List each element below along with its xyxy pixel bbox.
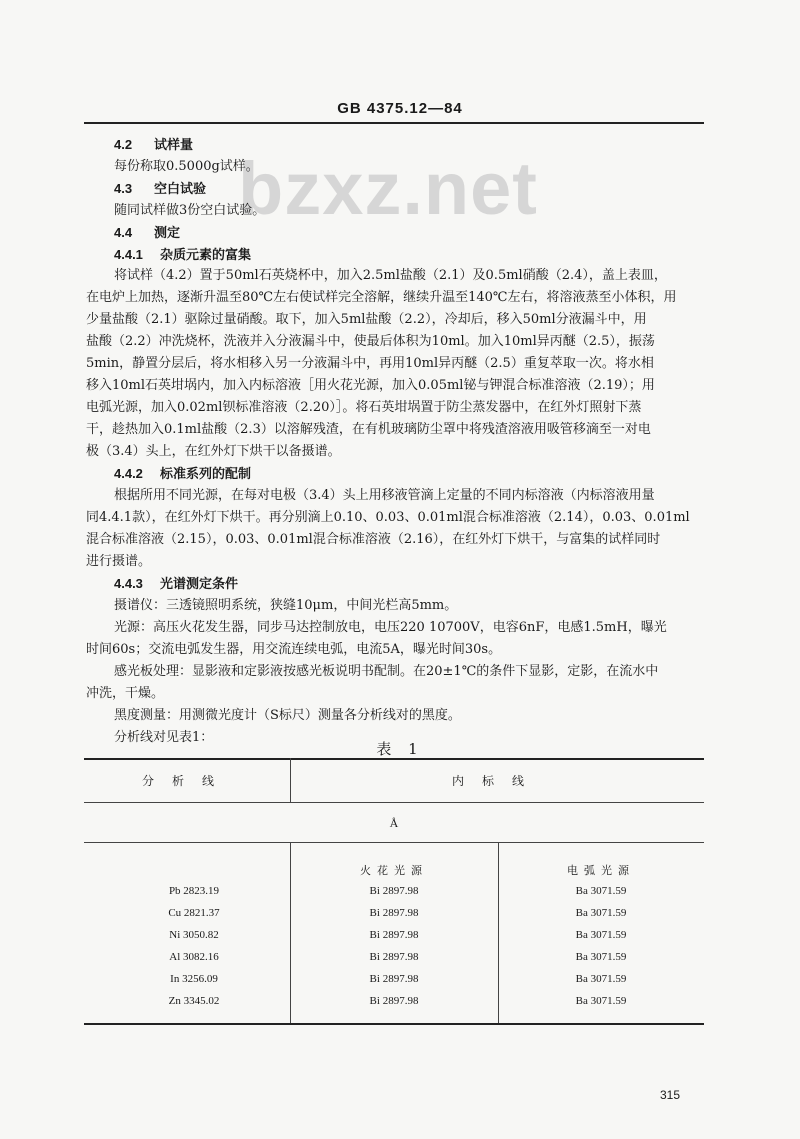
section-4-4-heading [114, 224, 180, 243]
table-cell: Bi 2897.98 [369, 973, 419, 985]
table-cell: Cu 2821.37 [168, 907, 220, 919]
table-cell: Zn 3345.02 [168, 995, 220, 1007]
paragraph-line: 电弧光源，加入0.02ml钡标准溶液（2.20）］。将石英坩埚置于防尘蒸发器中，在红外灯照射下蒸 [86, 400, 642, 415]
table-cell: Al 3082.16 [169, 951, 219, 963]
paragraph-line: 每份称取0.5000g试样。 [114, 159, 259, 174]
table-cell: Ba 3071.59 [575, 951, 627, 963]
paragraph-line: 时间60s；交流电弧发生器，用交流连续电弧，电流5A，曝光时间30s。 [86, 642, 502, 657]
paragraph-line: 少量盐酸（2.1）驱除过量硝酸。取下，加入5ml盐酸（2.2），冷却后，移入50ml分液漏斗中，用 [86, 312, 647, 327]
subheader-spark-source: 火花光源 [360, 864, 428, 877]
table-cell: Ba 3071.59 [575, 885, 627, 897]
table-bottom-rule [84, 1023, 704, 1025]
section-4-4-3-heading [114, 575, 238, 594]
paragraph-line: 将试样（4.2）置于50ml石英烧杯中，加入2.5ml盐酸（2.1）及0.5ml硝酸（2.4），盖上表皿， [114, 268, 667, 283]
section-number: 4.4 [114, 225, 133, 240]
paragraph-line: 同4.4.1款），在红外灯下烘干。再分别滴上0.10、0.03、0.01ml混合标准溶液（2.14），0.03、0.01ml [86, 510, 690, 525]
section-number: 4.2 [114, 137, 133, 152]
section-4-4-1-heading [114, 246, 251, 265]
table-caption: 表 1 [376, 740, 424, 758]
paragraph-line: 移入10ml石英坩埚内，加入内标溶液［用火花光源，加入0.05ml铋与钾混合标准溶液（2.19）；用 [86, 378, 655, 393]
table-unit-rule [84, 842, 704, 843]
section-4-3-heading [114, 180, 206, 199]
table-cell: Bi 2897.98 [369, 951, 419, 963]
paragraph-line: 5min，静置分层后，将水相移入另一分液漏斗中，再用10ml异丙醚（2.5）重复萃取一次。将水相 [86, 356, 654, 371]
col-header-internal-line: 内标线 [451, 774, 542, 788]
table-cell: Bi 2897.98 [369, 885, 419, 897]
table-cell: Bi 2897.98 [369, 907, 419, 919]
section-number: 4.3 [114, 181, 133, 196]
paragraph-line: 冲洗，干燥。 [86, 686, 165, 701]
section-title: 标准系列的配制 [160, 467, 252, 482]
table-cell: Ba 3071.59 [575, 973, 627, 985]
table-cell: Ba 3071.59 [575, 929, 627, 941]
section-title: 测定 [154, 226, 181, 241]
paragraph-line: 摄谱仪：三透镜照明系统，狭缝10μm，中间光栏高5mm。 [114, 598, 458, 613]
watermark: bzxz.net [238, 147, 538, 230]
paragraph-line: 干，趁热加入0.1ml盐酸（2.3）以溶解残渣，在有机玻璃防尘罩中将残渣溶液用吸管移滴至一对电 [86, 422, 651, 437]
table-cell: Bi 2897.98 [369, 929, 419, 941]
paragraph-line: 极（3.4）头上，在红外灯下烘干以备摄谱。 [86, 444, 341, 459]
unit-label: Å [389, 816, 399, 830]
paragraph-line: 进行摄谱。 [86, 554, 152, 569]
section-4-4-2-heading [114, 465, 251, 484]
paragraph-line: 在电炉上加热，逐渐升温至80℃左右使试样完全溶解，继续升温至140℃左右，将溶液蒸至小体积，用 [86, 290, 677, 305]
standard-header: GB 4375.12—84 [337, 100, 463, 117]
analysis-line-table [84, 758, 704, 1024]
paragraph-line: 混合标准溶液（2.15），0.03、0.01ml混合标准溶液（2.16），在红外灯下烘干，与富集的试样同时 [86, 532, 661, 547]
paragraph-line: 分析线对见表1： [114, 730, 214, 745]
table-cell: Ni 3050.82 [169, 929, 219, 941]
table-top-rule [84, 758, 704, 760]
paragraph-line: 感光板处理：显影液和定影液按感光板说明书配制。在20±1℃的条件下显影，定影，在流水中 [114, 664, 659, 679]
table-cell: Bi 2897.98 [369, 995, 419, 1007]
col-header-analysis-line: 分析线 [141, 774, 232, 788]
header-rule [84, 122, 704, 124]
paragraph-line: 光源：高压火花发生器，同步马达控制放电，电压220 10700V，电容6nF，电感1.5mH，曝光 [114, 620, 667, 635]
paragraph-line: 盐酸（2.2）冲洗烧杯，洗液并入分液漏斗中，使最后体积为10ml。加入10ml异丙醚（2.5），振荡 [86, 334, 655, 349]
paragraph-line: 黑度测量：用测微光度计（S标尺）测量各分析线对的黑度。 [114, 708, 461, 723]
section-title: 空白试验 [154, 182, 207, 197]
paragraph-line: 根据所用不同光源，在每对电极（3.4）头上用移液管滴上定量的不同内标溶液（内标溶液用量 [114, 488, 655, 503]
table-cell: Ba 3071.59 [575, 907, 627, 919]
table-cell: Pb 2823.19 [168, 885, 220, 897]
section-number: 4.4.1 [114, 247, 143, 262]
paragraph-line: 随同试样做3份空白试验。 [114, 203, 266, 218]
table-cell: In 3256.09 [170, 973, 218, 985]
page-number: 315 [660, 1088, 681, 1102]
section-title: 光谱测定条件 [160, 577, 239, 592]
subheader-arc-source: 电弧光源 [567, 864, 635, 877]
section-number: 4.4.3 [114, 576, 143, 591]
section-4-2-heading [114, 136, 193, 155]
section-title: 杂质元素的富集 [160, 248, 252, 263]
section-title: 试样量 [154, 138, 194, 153]
section-number: 4.4.2 [114, 466, 143, 481]
table-header-rule [84, 802, 704, 803]
table-cell: Ba 3071.59 [575, 995, 627, 1007]
